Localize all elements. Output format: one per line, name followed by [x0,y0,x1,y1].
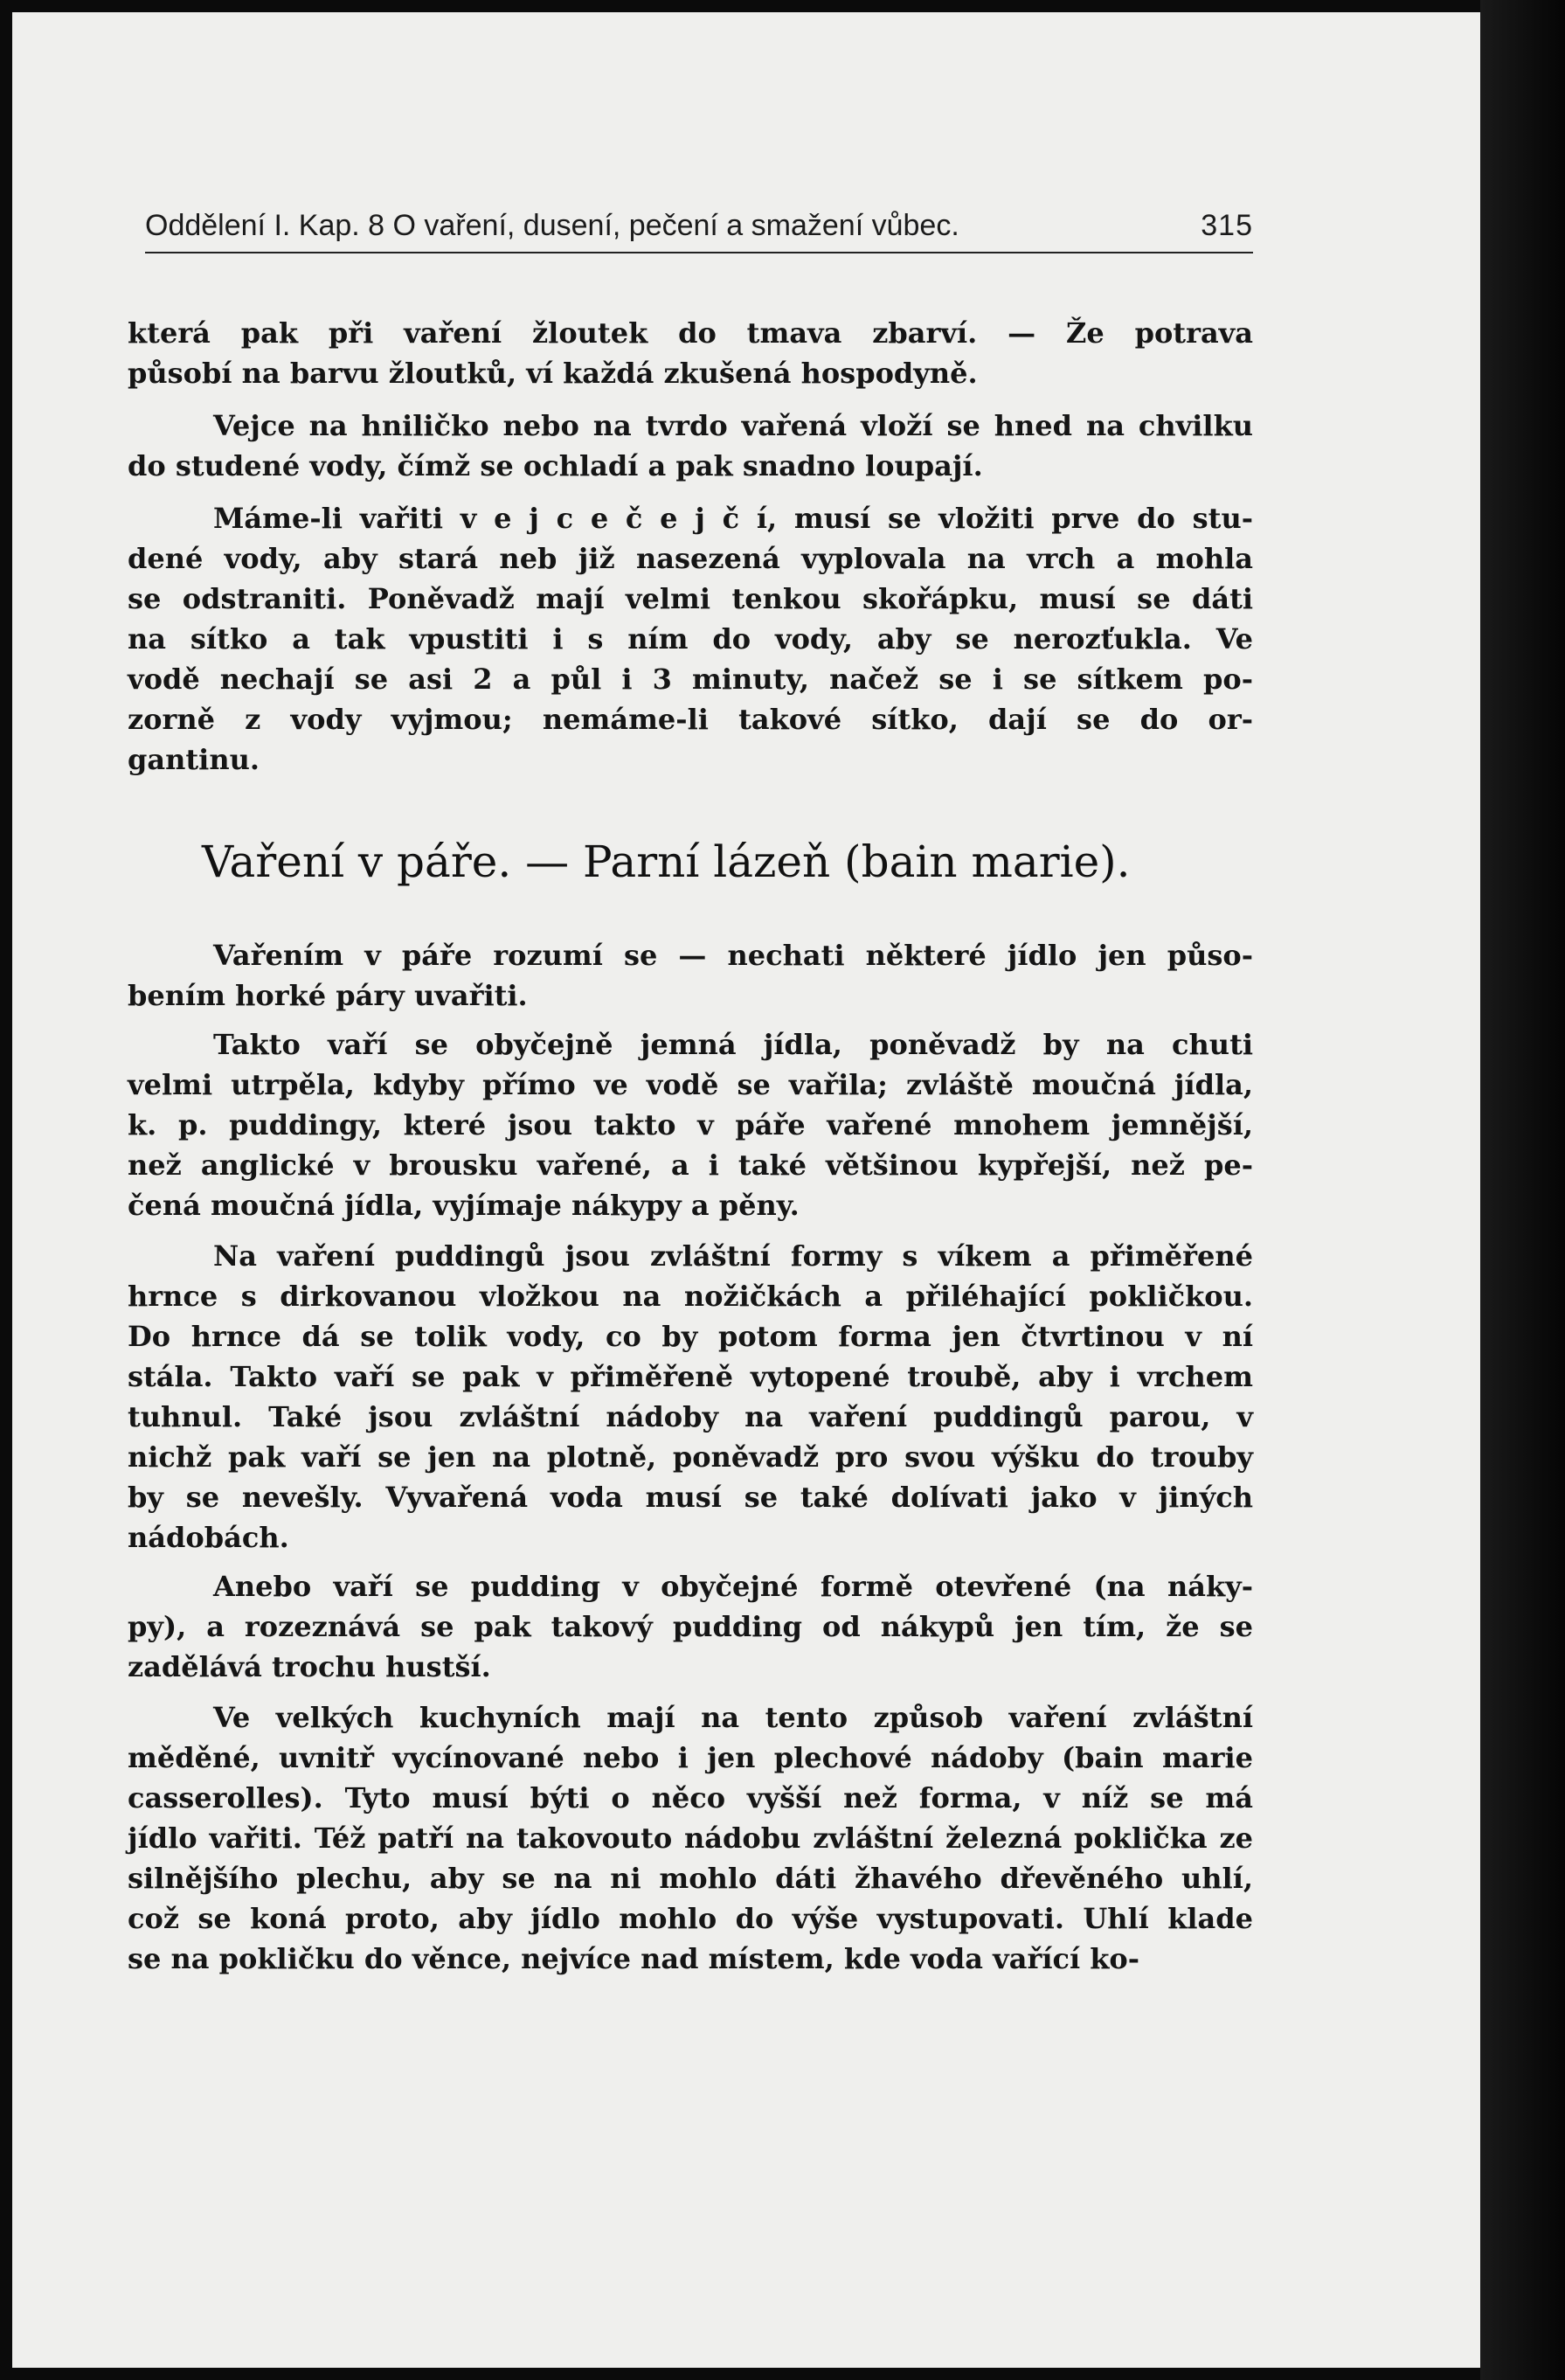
text-line: Vejce na hniličko nebo na tvrdo vařená vloží se hned na chvilku [213,409,1253,442]
book-page [12,12,1480,2368]
text-line: se na pokličku do věnce, nejvíce nad místem, kde voda vařící ko- [128,1942,1140,1975]
paragraph [128,1566,1253,1687]
block-gap [128,888,1253,935]
block-gap [128,1016,1253,1024]
block-gap [128,780,1253,836]
header-title: Oddělení I. Kap. 8 O vaření, dusení, pečení a smažení vůbec. [145,209,959,242]
block-gap [128,1225,1253,1236]
text-line: bením horké páry uvařiti. [128,979,528,1012]
text-line: Anebo vaří se pudding v obyčejné formě otevřené (na náky- [213,1570,1253,1603]
block-gap [128,1558,1253,1566]
block-gap [128,1687,1253,1697]
page-number: 315 [1201,209,1253,242]
paragraph [128,313,1253,393]
text-line: jídlo vařiti. Též patří na takovouto nádobu zvláštní železná poklička ze [128,1821,1253,1855]
text-line: Máme-li vařiti v e j c e č e j č í, musí se vložiti prve do stu- [213,502,1253,535]
text-line: silnějšího plechu, aby se na ni mohlo dáti žhavého dřevěného uhlí, [128,1862,1253,1895]
text-line: než anglické v brousku vařené, a i také většinou kypřejší, než pe- [128,1148,1253,1182]
text-line: vodě nechají se asi 2 a půl i 3 minuty, načež se i se sítkem po- [128,663,1253,696]
paragraph [128,935,1253,1016]
text-line: do studené vody, čímž se ochladí a pak snadno loupají. [128,449,983,482]
text-line: čená moučná jídla, vyjímaje nákypy a pěny. [128,1189,800,1222]
text-line: se odstraniti. Poněvadž mají velmi tenkou skořápku, musí se dáti [128,582,1253,615]
text-line: tuhnul. Také jsou zvláštní nádoby na vaření puddingů parou, v [128,1400,1253,1433]
paragraph [128,498,1253,780]
paragraph [128,1236,1253,1558]
page-body [128,313,1253,1979]
text-line: Ve velkých kuchyních mají na tento způsob vaření zvláštní [213,1701,1253,1734]
text-line: nichž pak vaří se jen na plotně, poněvadž pro svou výšku do trouby [128,1440,1253,1474]
text-line: nádobách. [128,1521,289,1554]
text-line: py), a rozeznává se pak takový pudding od nákypů jen tím, že se [128,1610,1253,1643]
text-line: působí na barvu žloutků, ví každá zkušená hospodyně. [128,357,978,390]
text-line: zorně z vody vyjmou; nemáme-li takové sítko, dají se do or- [128,703,1253,736]
text-line: která pak při vaření žloutek do tmava zbarví. — Že potrava [128,316,1253,350]
block-gap [128,393,1253,406]
text-line: měděné, uvnitř vycínované nebo i jen plechové nádoby (bain marie [128,1741,1253,1774]
text-line: zadělává trochu hustší. [128,1650,491,1683]
text-line: dené vody, aby stará neb již nasezená vyplovala na vrch a mohla [128,542,1253,575]
text-line: Na vaření puddingů jsou zvláštní formy s víkem a přiměřené [213,1239,1253,1273]
section-heading: Vaření v páře. — Parní lázeň (bain marie). [202,836,1131,887]
text-line: Takto vaří se obyčejně jemná jídla, poněvadž by na chuti [213,1028,1253,1061]
paragraph [128,406,1253,486]
text-line: by se nevešly. Vyvařená voda musí se také dolívati jako v jiných [128,1481,1253,1514]
paragraph [128,1024,1253,1225]
text-line: hrnce s dirkovanou vložkou na nožičkách a přiléhající pokličkou. [128,1280,1253,1313]
text-line: Do hrnce dá se tolik vody, co by potom forma jen čtvrtinou v ní [128,1320,1253,1353]
text-line: na sítko a tak vpustiti i s ním do vody, aby se nerozťukla. Ve [128,622,1253,656]
text-line: casserolles). Tyto musí býti o něco vyšší než forma, v níž se má [128,1781,1253,1814]
text-line: Vařením v páře rozumí se — nechati některé jídlo jen půso- [213,939,1253,972]
running-header [145,209,1253,253]
scan-edge [1480,0,1565,2380]
text-line: gantinu. [128,743,260,776]
text-line: k. p. puddingy, které jsou takto v páře vařené mnohem jemnější, [128,1108,1253,1141]
text-line: stála. Takto vaří se pak v přiměřeně vytopené troubě, aby i vrchem [128,1360,1253,1393]
block-gap [128,486,1253,498]
text-line: velmi utrpěla, kdyby přímo ve vodě se vařila; zvláště moučná jídla, [128,1068,1253,1101]
paragraph [128,1697,1253,1979]
text-line: což se koná proto, aby jídlo mohlo do výše vystupovati. Uhlí klade [128,1902,1253,1935]
